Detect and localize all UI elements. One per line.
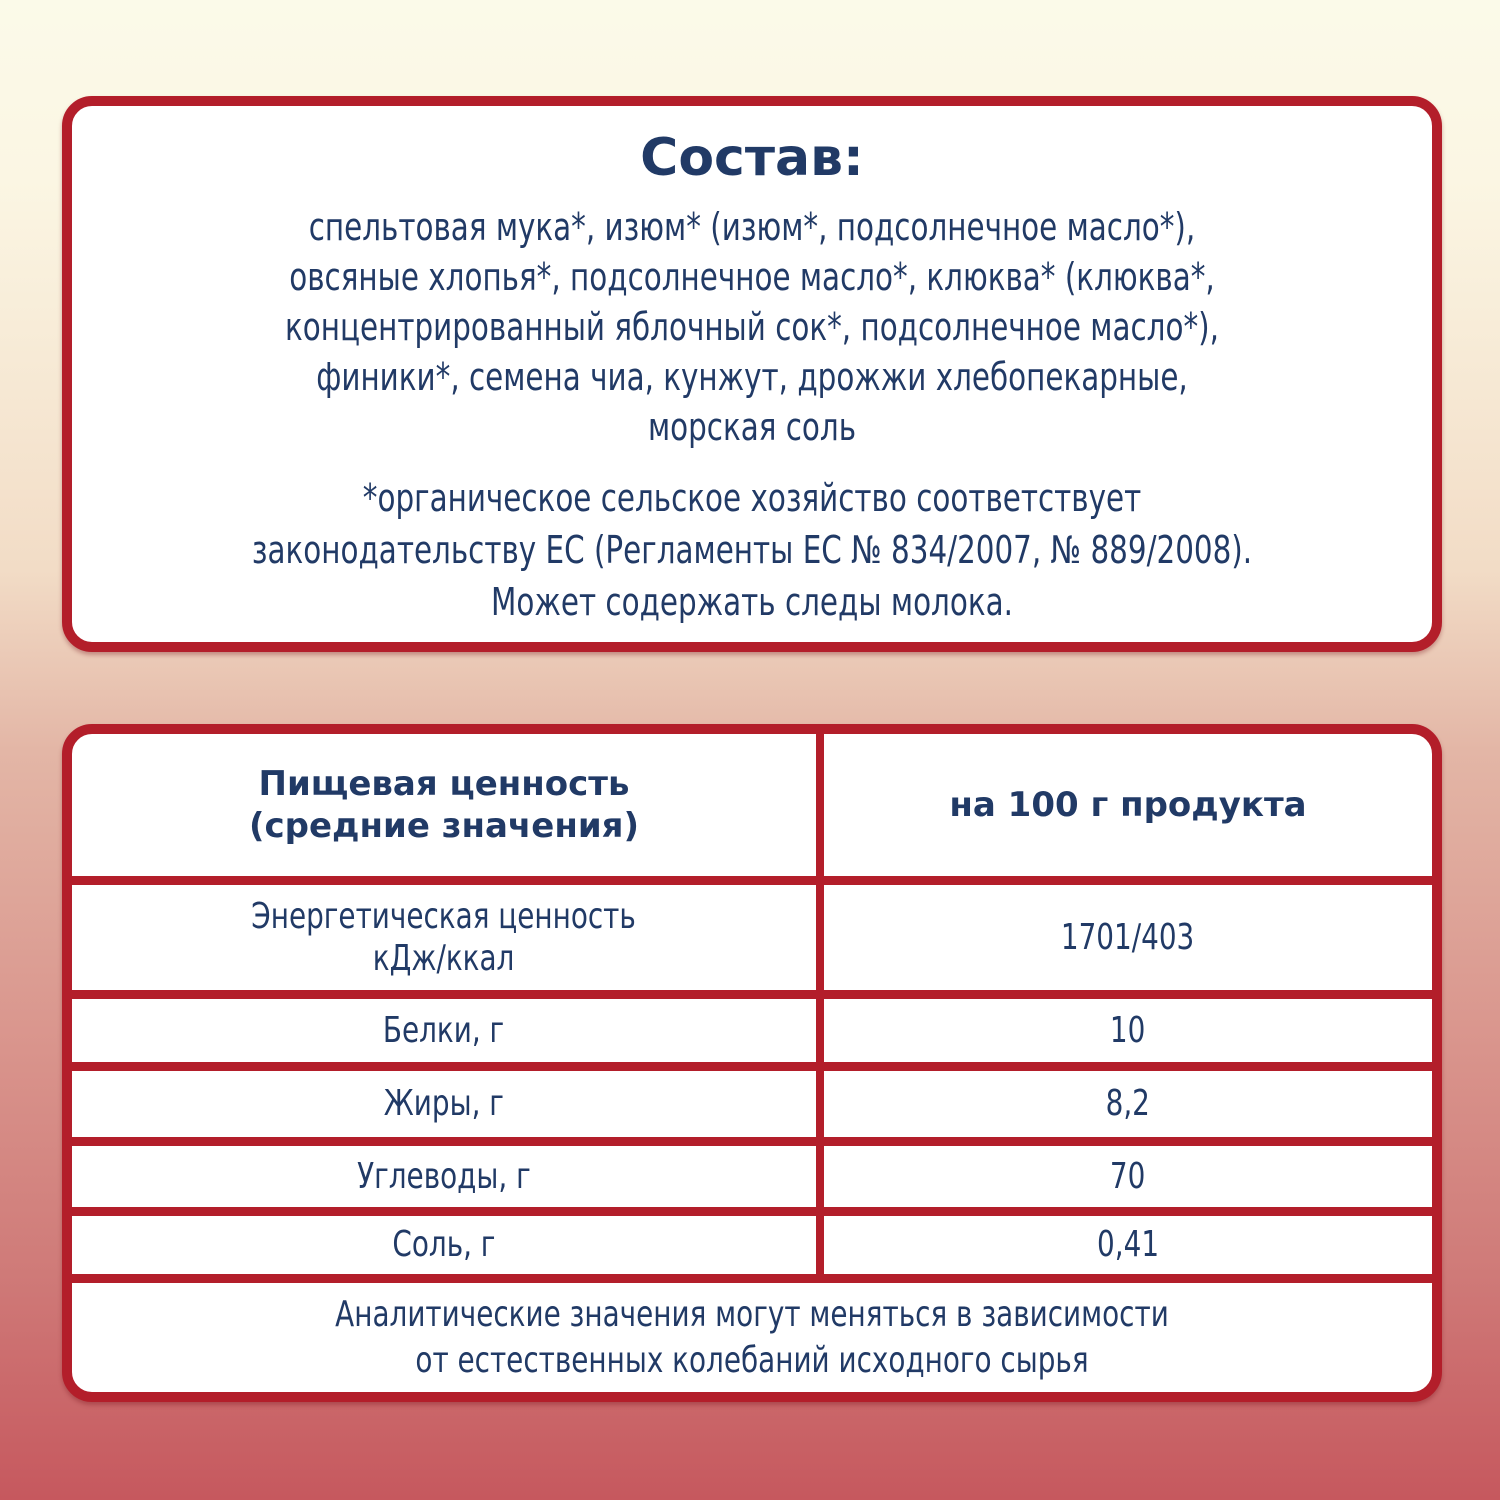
ingredients-line: морская соль [647,405,857,449]
row-label [72,1146,824,1207]
footer-line: Аналитические значения могут меняться в зависимости [335,1294,1169,1335]
label-line: кДж/ккал [373,937,515,979]
label-text: Жиры, г [383,1083,505,1124]
nutrition-card [62,724,1442,1402]
value-text: 0,41 [1096,1224,1160,1265]
footer-line: от естественных колебаний исходного сырья [415,1340,1089,1381]
row-value [824,1071,1432,1137]
note-line: Может содержать следы молока. [491,580,1013,624]
value-text: 10 [1110,1009,1146,1051]
row-label [72,885,824,990]
row-label [72,1071,824,1137]
analytical-values-note [72,1292,1432,1384]
ingredients-line: овсяные хлопья*, подсолнечное масло*, клюква* (клюква*, [289,255,1215,299]
table-row [72,1146,1432,1216]
row-value [824,1216,1432,1274]
ingredients-line: финики*, семена чиа, кунжут, дрожжи хлебопекарные, [316,355,1188,399]
ingredients-list [72,202,1432,452]
label-text: Белки, г [383,1009,505,1051]
composition-card [62,96,1442,652]
row-value [824,885,1432,990]
value-text: 70 [1110,1155,1146,1197]
value-text: 8,2 [1105,1083,1151,1124]
label-line: Энергетическая ценность [251,895,637,937]
nutrition-table [72,734,1432,1283]
header-line: Пищевая ценность [258,764,630,804]
value-text: 1701/403 [1061,916,1195,958]
table-row [72,1216,1432,1283]
table-row [72,999,1432,1071]
label-text: Соль, г [392,1224,496,1265]
row-label [72,999,824,1062]
header-nutritional-value [72,734,824,876]
ingredients-line: концентрированный яблочный сок*, подсолнечное масло*), [285,305,1219,349]
label-text: Углеводы, г [357,1155,531,1197]
note-line: *органическое сельское хозяйство соответствует [362,476,1142,520]
row-value [824,1146,1432,1207]
row-label [72,1216,824,1274]
table-row [72,1071,1432,1146]
organic-note [72,472,1432,628]
header-per-100g: на 100 г продукта [949,785,1307,825]
ingredients-line: спельтовая мука*, изюм* (изюм*, подсолнечное масло*), [308,205,1196,249]
table-row [72,885,1432,999]
row-value [824,999,1432,1062]
note-line: законодательству ЕС (Регламенты ЕС № 834/2007, № 889/2008). [251,528,1253,572]
header-line: (средние значения) [248,806,640,846]
composition-title: Состав: [640,128,864,188]
table-header-row [72,734,1432,885]
